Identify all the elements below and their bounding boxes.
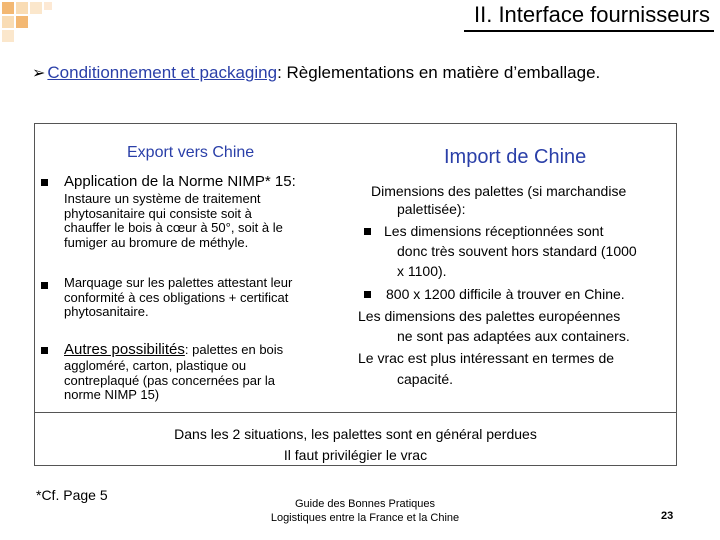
- item-1-line: fumiger au bromure de méthyle.: [64, 234, 249, 250]
- square-bullet-icon: [364, 291, 371, 298]
- right-line: x 1100).: [397, 263, 447, 279]
- right-line: Dimensions des palettes (si marchandise: [371, 183, 627, 199]
- bottom-line-2: Il faut privilégier le vrac: [283, 447, 428, 463]
- item-1-line: phytosanitaire qui consiste soit à: [64, 205, 252, 221]
- left-column-heading: Export vers Chine: [127, 144, 255, 161]
- subtitle-rest: : Règlementations en matière d’emballage.: [277, 63, 601, 82]
- right-line: ne sont pas adaptées aux containers.: [397, 328, 630, 344]
- item-1-head: Application de la Norme NIMP* 15:: [64, 173, 296, 190]
- right-column-heading: Import de Chine: [444, 146, 587, 168]
- right-line: 800 x 1200 difficile à trouver en Chine.: [386, 286, 625, 302]
- item-2-body: [64, 276, 292, 320]
- guide-title: [220, 497, 510, 525]
- item-3-line: contreplaqué (pas concernées par la: [64, 372, 276, 388]
- right-line: capacité.: [397, 371, 454, 387]
- right-line: donc très souvent hors standard (1000: [397, 243, 637, 259]
- item-3-head: [64, 341, 283, 358]
- item-1-line: chauffer le bois à cœur à 50°, soit à le: [64, 220, 283, 235]
- square-bullet-icon: [41, 347, 48, 354]
- arrow-bullet-icon: ➢: [32, 65, 46, 82]
- item-2-line: phytosanitaire.: [64, 304, 149, 319]
- item-1-line: Instaure un système de traitement: [64, 191, 261, 206]
- right-line: Le vrac est plus intéressant en termes de: [358, 350, 615, 366]
- item-3-line: aggloméré, carton, plastique ou: [64, 358, 247, 373]
- right-line: Les dimensions des palettes européennes: [358, 308, 621, 324]
- bottom-line-1: Dans les 2 situations, les palettes sont en général perdues: [174, 426, 537, 442]
- item-3-head-rest: : palettes en bois: [184, 342, 284, 357]
- square-bullet-icon: [41, 282, 48, 289]
- guide-line-2: Logistiques entre la France et la Chine: [270, 512, 460, 524]
- item-3-head-key: Autres possibilités: [64, 341, 185, 358]
- right-line: Les dimensions réceptionnées sont: [384, 223, 604, 239]
- item-2-line: conformité à ces obligations + certificat: [64, 289, 289, 305]
- item-3-body: [64, 359, 275, 403]
- item-2-line: Marquage sur les palettes attestant leur: [64, 275, 293, 290]
- right-line: palettisée):: [397, 201, 466, 217]
- subtitle-key: Conditionnement et packaging: [47, 63, 278, 82]
- guide-line-1: Guide des Bonnes Pratiques: [294, 498, 436, 510]
- square-bullet-icon: [364, 228, 371, 235]
- item-1-body: [64, 192, 283, 250]
- subtitle: [32, 62, 600, 85]
- title-underline: [464, 30, 714, 32]
- page-title: II. Interface fournisseurs: [474, 2, 710, 27]
- footnote: *Cf. Page 5: [36, 487, 108, 503]
- square-bullet-icon: [41, 179, 48, 186]
- page-number: 23: [661, 510, 674, 522]
- item-3-line: norme NIMP 15): [64, 387, 160, 402]
- box-divider: [35, 412, 676, 413]
